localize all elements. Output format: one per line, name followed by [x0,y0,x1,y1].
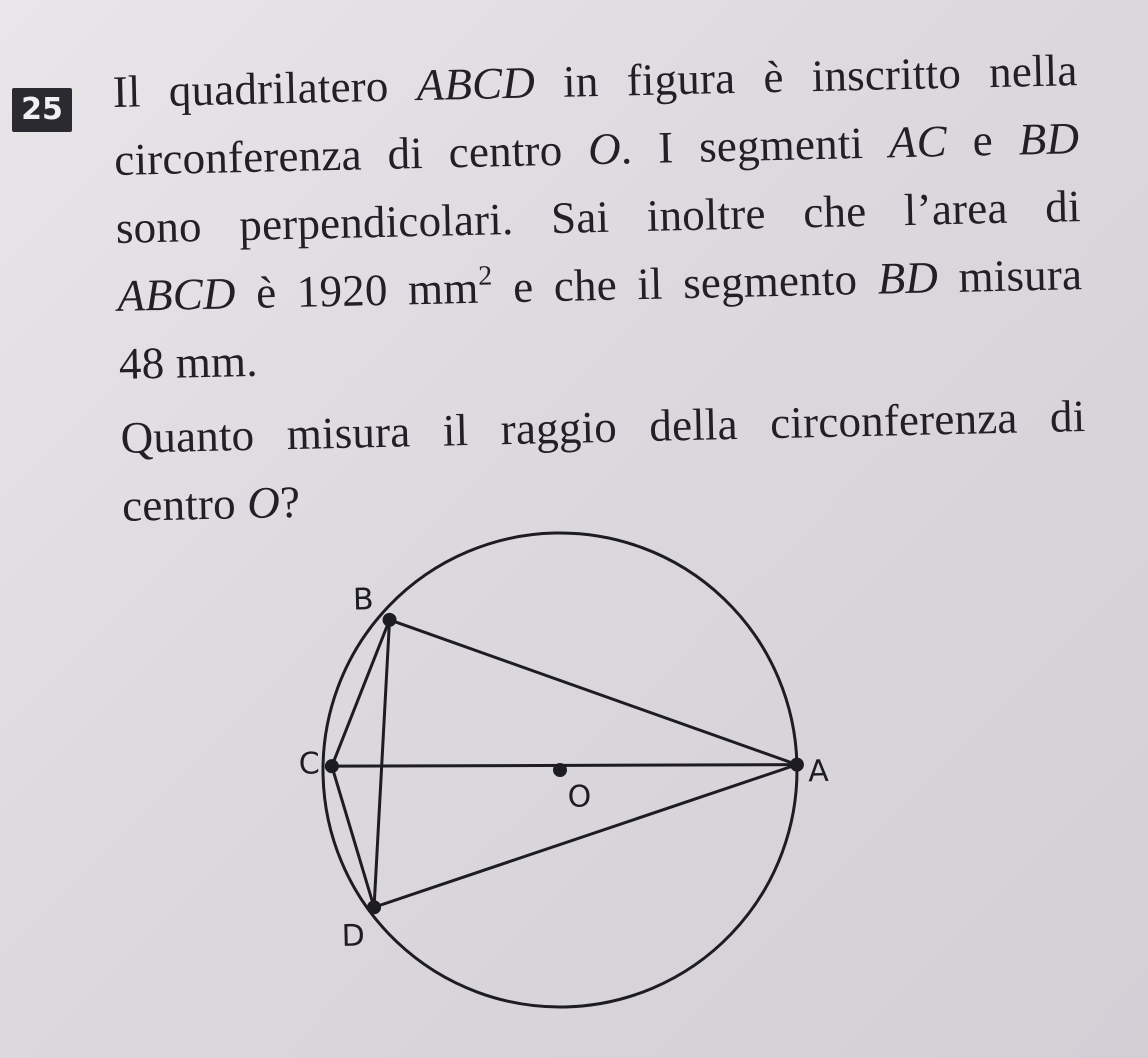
text-run-0: centro [121,478,248,531]
label-D: D [341,918,366,954]
point-A [790,757,804,771]
label-A: A [807,753,830,790]
italic-term-3: AC [888,116,948,168]
text-run-3: e che il segmento [492,253,879,313]
text-run-0: 48 mm. [118,335,259,389]
problem-number-badge: 25 [12,88,72,132]
italic-term-1: O [246,477,281,529]
superscript-2: 2 [477,260,493,292]
text-run-2: ? [279,476,301,528]
label-O: O [567,779,592,815]
point-B [382,613,396,627]
label-C: C [298,746,321,782]
text-run-0: sono perpendicolari. Sai inoltre che l’area di [115,181,1082,253]
point-C [325,759,339,773]
text-run-0: circonferenza di centro [113,124,589,185]
text-run-2: in figura è inscritto nella [534,45,1079,108]
italic-term-0: ABCD [116,268,237,321]
text-run-0: Quanto misura il raggio della circonferenza di [120,391,1086,463]
text-run-2: . I segmenti [620,117,890,174]
italic-term-5: BD [1018,113,1080,165]
text-run-1: è 1920 mm [235,262,479,319]
text-run-5: misura [937,249,1083,303]
text-run-4: e [946,114,1020,167]
text-run-0: Il quadrilatero [112,60,418,117]
label-B: B [352,582,375,618]
italic-term-4: BD [877,252,939,304]
segment-AB [390,611,797,774]
italic-term-1: ABCD [416,57,536,111]
italic-term-1: O [587,123,622,175]
